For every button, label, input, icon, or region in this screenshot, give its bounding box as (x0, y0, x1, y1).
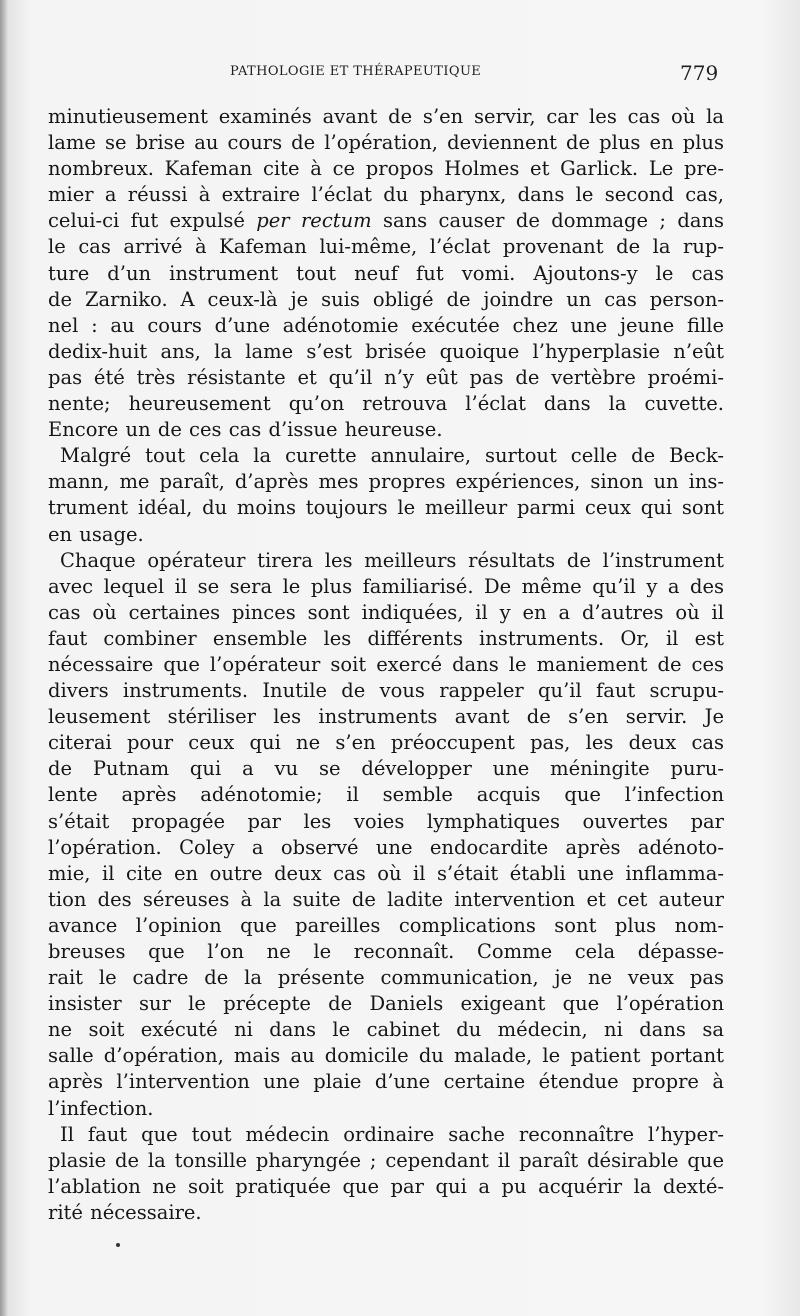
text-line: rité nécessaire. (48, 1200, 202, 1224)
text-line: de Zarniko. A ceux-là je suis obligé de joindre un cas person- (48, 287, 724, 311)
text-line: mier a réussi à extraire l’éclat du pharynx, dans le second cas, (48, 183, 724, 207)
text-line: Il faut que tout médecin ordinaire sache reconnaître l’hyper- (60, 1122, 724, 1146)
text-line: divers instruments. Inutile de vous rappeler qu’il faut scrupu- (48, 679, 724, 703)
text-line: de Putnam qui a vu se développer une méningite puru- (48, 757, 724, 781)
text-line: ture d’un instrument tout neuf fut vomi. Ajoutons-y le cas (48, 261, 724, 285)
text-line: minutieusement examinés avant de s’en servir, car les cas où la (48, 105, 724, 128)
text-line: s’était propagée par les voies lymphatiques ouvertes par (48, 809, 724, 833)
text-line: breuses que l’on ne le reconnaît. Comme cela dépasse- (48, 940, 724, 963)
text-line: en usage. (48, 522, 144, 546)
text-line: lente après adénotomie; il semble acquis que l’infection (48, 783, 724, 807)
page-header (0, 62, 800, 86)
page-edge-shadow (0, 0, 8, 1316)
text-line: insister sur le précepte de Daniels exigeant que l’opération (48, 992, 724, 1016)
text-line: le cas arrivé à Kafeman lui-même, l’éclat provenant de la rup- (48, 235, 724, 259)
text-line: mann, me paraît, d’après mes propres expériences, sinon un ins- (48, 470, 724, 494)
text-line: avance l’opinion que pareilles complications sont plus nom- (48, 913, 724, 937)
text-run: sans causer de dommage ; dans (371, 209, 725, 233)
text-line: l’ablation ne soit pratiquée que par qui a pu acquérir la dexté- (48, 1174, 724, 1198)
text-line: pas été très résistante et qu’il n’y eût pas de vertèbre proémi- (48, 365, 724, 389)
text-line (48, 208, 724, 234)
text-line: trument idéal, du moins toujours le meilleur parmi ceux qui sont (48, 496, 724, 520)
text-line: nécessaire que l’opérateur soit exercé dans le maniement de ces (48, 652, 724, 676)
page-number: 779 (680, 61, 719, 85)
text-line: salle d’opération, mais au domicile du malade, le patient portant (48, 1044, 724, 1068)
text-line: citerai pour ceux qui ne s’en préoccupent pas, les deux cas (48, 731, 724, 755)
text-line: l’opération. Coley a observé une endocardite après adénoto- (48, 835, 724, 859)
text-line: Malgré tout cela la curette annulaire, surtout celle de Beck- (60, 444, 724, 468)
text-line: Chaque opérateur tirera les meilleurs résultats de l’instrument (60, 548, 724, 572)
text-line: cas où certaines pinces sont indiquées, il y en a d’autres où il (48, 600, 724, 624)
text-line: faut combiner ensemble les différents instruments. Or, il est (48, 626, 724, 650)
text-line: rait le cadre de la présente communication, je ne veux pas (48, 966, 724, 990)
text-line: ne soit exécuté ni dans le cabinet du médecin, ni dans sa (48, 1018, 724, 1042)
text-line: plasie de la tonsille pharyngée ; cependant il paraît désirable que (48, 1148, 724, 1172)
text-line: nombreux. Kafeman cite à ce propos Holmes et Garlick. Le pre- (48, 157, 724, 181)
ink-speck (116, 1243, 120, 1247)
text-line: après l’intervention une plaie d’une certaine étendue propre à (48, 1070, 724, 1094)
text-line: leusement stériliser les instruments avant de s’en servir. Je (48, 705, 724, 729)
text-line: dedix-huit ans, la lame s’est brisée quoique l’hyperplasie n’eût (48, 339, 724, 363)
running-head: PATHOLOGIE ET THÉRAPEUTIQUE (230, 64, 482, 79)
text-line: lame se brise au cours de l’opération, deviennent de plus en plus (48, 131, 724, 155)
text-line: avec lequel il se sera le plus familiarisé. De même qu’il y a des (48, 574, 724, 598)
text-line: nente; heureusement qu’on retrouva l’éclat dans la cuvette. (48, 392, 724, 416)
body-text (48, 104, 724, 1226)
text-line: l’infection. (48, 1096, 154, 1120)
text-line: mie, il cite en outre deux cas où il s’était établi une inflamma- (48, 861, 724, 885)
text-run: celui-ci fut expulsé (48, 209, 257, 233)
text-line: Encore un de ces cas d’issue heureuse. (48, 418, 443, 442)
italic-phrase: per rectum (256, 209, 372, 233)
text-line: tion des séreuses à la suite de ladite intervention et cet auteur (48, 887, 724, 911)
text-line: nel : au cours d’une adénotomie exécutée chez une jeune fille (48, 313, 724, 337)
